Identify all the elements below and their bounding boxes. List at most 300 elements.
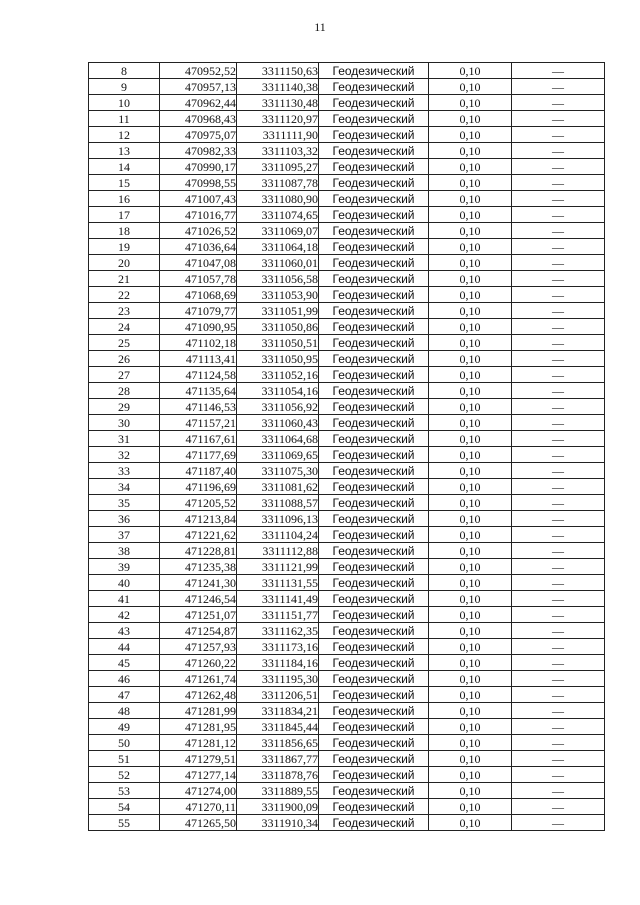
precision-cell: 0,10	[429, 463, 512, 479]
precision-cell: 0,10	[429, 543, 512, 559]
precision-cell: 0,10	[429, 495, 512, 511]
point-number-cell: 27	[89, 367, 160, 383]
method-cell: Геодезический	[319, 367, 429, 383]
table-row	[89, 479, 605, 495]
point-number-cell: 22	[89, 287, 160, 303]
point-number-cell: 32	[89, 447, 160, 463]
note-cell: —	[512, 127, 605, 143]
precision-cell: 0,10	[429, 175, 512, 191]
point-number-cell: 50	[89, 735, 160, 751]
note-cell: —	[512, 287, 605, 303]
y-coordinate-cell: 3311867,77	[237, 751, 319, 767]
y-coordinate-cell: 3311112,88	[237, 543, 319, 559]
coordinates-table	[88, 62, 605, 831]
x-coordinate-cell: 470998,55	[160, 175, 237, 191]
coordinates-table-body	[89, 63, 605, 831]
method-cell: Геодезический	[319, 399, 429, 415]
table-row	[89, 639, 605, 655]
point-number-cell: 29	[89, 399, 160, 415]
y-coordinate-cell: 3311056,92	[237, 399, 319, 415]
x-coordinate-cell: 471068,69	[160, 287, 237, 303]
method-cell: Геодезический	[319, 591, 429, 607]
y-coordinate-cell: 3311069,07	[237, 223, 319, 239]
precision-cell: 0,10	[429, 255, 512, 271]
point-number-cell: 16	[89, 191, 160, 207]
x-coordinate-cell: 471007,43	[160, 191, 237, 207]
x-coordinate-cell: 470962,44	[160, 95, 237, 111]
x-coordinate-cell: 471281,12	[160, 735, 237, 751]
precision-cell: 0,10	[429, 287, 512, 303]
precision-cell: 0,10	[429, 303, 512, 319]
method-cell: Геодезический	[319, 95, 429, 111]
point-number-cell: 18	[89, 223, 160, 239]
note-cell: —	[512, 207, 605, 223]
x-coordinate-cell: 471228,81	[160, 543, 237, 559]
point-number-cell: 47	[89, 687, 160, 703]
y-coordinate-cell: 3311103,32	[237, 143, 319, 159]
precision-cell: 0,10	[429, 751, 512, 767]
method-cell: Геодезический	[319, 655, 429, 671]
note-cell: —	[512, 607, 605, 623]
y-coordinate-cell: 3311069,65	[237, 447, 319, 463]
table-row	[89, 63, 605, 79]
x-coordinate-cell: 470957,13	[160, 79, 237, 95]
y-coordinate-cell: 3311151,77	[237, 607, 319, 623]
y-coordinate-cell: 3311074,65	[237, 207, 319, 223]
point-number-cell: 46	[89, 671, 160, 687]
table-row	[89, 383, 605, 399]
y-coordinate-cell: 3311087,78	[237, 175, 319, 191]
y-coordinate-cell: 3311162,35	[237, 623, 319, 639]
y-coordinate-cell: 3311050,51	[237, 335, 319, 351]
precision-cell: 0,10	[429, 79, 512, 95]
x-coordinate-cell: 470952,52	[160, 63, 237, 79]
note-cell: —	[512, 671, 605, 687]
method-cell: Геодезический	[319, 255, 429, 271]
method-cell: Геодезический	[319, 463, 429, 479]
x-coordinate-cell: 471265,50	[160, 815, 237, 831]
point-number-cell: 14	[89, 159, 160, 175]
y-coordinate-cell: 3311150,63	[237, 63, 319, 79]
method-cell: Геодезический	[319, 527, 429, 543]
precision-cell: 0,10	[429, 223, 512, 239]
x-coordinate-cell: 471047,08	[160, 255, 237, 271]
x-coordinate-cell: 470990,17	[160, 159, 237, 175]
table-row	[89, 767, 605, 783]
x-coordinate-cell: 471213,84	[160, 511, 237, 527]
method-cell: Геодезический	[319, 447, 429, 463]
table-row	[89, 111, 605, 127]
note-cell: —	[512, 367, 605, 383]
note-cell: —	[512, 703, 605, 719]
note-cell: —	[512, 399, 605, 415]
note-cell: —	[512, 719, 605, 735]
point-number-cell: 30	[89, 415, 160, 431]
point-number-cell: 31	[89, 431, 160, 447]
y-coordinate-cell: 3311120,97	[237, 111, 319, 127]
point-number-cell: 25	[89, 335, 160, 351]
table-row	[89, 463, 605, 479]
precision-cell: 0,10	[429, 383, 512, 399]
table-row	[89, 335, 605, 351]
method-cell: Геодезический	[319, 815, 429, 831]
note-cell: —	[512, 495, 605, 511]
note-cell: —	[512, 543, 605, 559]
point-number-cell: 15	[89, 175, 160, 191]
note-cell: —	[512, 447, 605, 463]
table-row	[89, 543, 605, 559]
y-coordinate-cell: 3311856,65	[237, 735, 319, 751]
precision-cell: 0,10	[429, 527, 512, 543]
precision-cell: 0,10	[429, 671, 512, 687]
precision-cell: 0,10	[429, 783, 512, 799]
x-coordinate-cell: 471036,64	[160, 239, 237, 255]
table-row	[89, 399, 605, 415]
method-cell: Геодезический	[319, 159, 429, 175]
table-row	[89, 239, 605, 255]
page-number: 11	[314, 20, 326, 34]
precision-cell: 0,10	[429, 127, 512, 143]
point-number-cell: 44	[89, 639, 160, 655]
method-cell: Геодезический	[319, 271, 429, 287]
precision-cell: 0,10	[429, 335, 512, 351]
note-cell: —	[512, 431, 605, 447]
x-coordinate-cell: 471279,51	[160, 751, 237, 767]
table-row	[89, 271, 605, 287]
precision-cell: 0,10	[429, 639, 512, 655]
y-coordinate-cell: 3311060,01	[237, 255, 319, 271]
y-coordinate-cell: 3311141,49	[237, 591, 319, 607]
x-coordinate-cell: 471079,77	[160, 303, 237, 319]
y-coordinate-cell: 3311052,16	[237, 367, 319, 383]
note-cell: —	[512, 175, 605, 191]
point-number-cell: 33	[89, 463, 160, 479]
note-cell: —	[512, 735, 605, 751]
point-number-cell: 12	[89, 127, 160, 143]
precision-cell: 0,10	[429, 575, 512, 591]
y-coordinate-cell: 3311889,55	[237, 783, 319, 799]
point-number-cell: 45	[89, 655, 160, 671]
precision-cell: 0,10	[429, 399, 512, 415]
x-coordinate-cell: 471090,95	[160, 319, 237, 335]
method-cell: Геодезический	[319, 719, 429, 735]
point-number-cell: 40	[89, 575, 160, 591]
y-coordinate-cell: 3311056,58	[237, 271, 319, 287]
table-row	[89, 351, 605, 367]
y-coordinate-cell: 3311064,18	[237, 239, 319, 255]
note-cell: —	[512, 383, 605, 399]
point-number-cell: 10	[89, 95, 160, 111]
method-cell: Геодезический	[319, 751, 429, 767]
x-coordinate-cell: 471221,62	[160, 527, 237, 543]
y-coordinate-cell: 3311184,16	[237, 655, 319, 671]
table-row	[89, 191, 605, 207]
note-cell: —	[512, 815, 605, 831]
method-cell: Геодезический	[319, 735, 429, 751]
precision-cell: 0,10	[429, 143, 512, 159]
y-coordinate-cell: 3311054,16	[237, 383, 319, 399]
point-number-cell: 36	[89, 511, 160, 527]
precision-cell: 0,10	[429, 271, 512, 287]
method-cell: Геодезический	[319, 335, 429, 351]
y-coordinate-cell: 3311104,24	[237, 527, 319, 543]
point-number-cell: 17	[89, 207, 160, 223]
table-row	[89, 447, 605, 463]
point-number-cell: 8	[89, 63, 160, 79]
note-cell: —	[512, 111, 605, 127]
table-row	[89, 655, 605, 671]
precision-cell: 0,10	[429, 191, 512, 207]
note-cell: —	[512, 639, 605, 655]
point-number-cell: 53	[89, 783, 160, 799]
x-coordinate-cell: 471262,48	[160, 687, 237, 703]
x-coordinate-cell: 471260,22	[160, 655, 237, 671]
note-cell: —	[512, 623, 605, 639]
point-number-cell: 23	[89, 303, 160, 319]
point-number-cell: 24	[89, 319, 160, 335]
method-cell: Геодезический	[319, 623, 429, 639]
method-cell: Геодезический	[319, 223, 429, 239]
y-coordinate-cell: 3311900,09	[237, 799, 319, 815]
x-coordinate-cell: 471177,69	[160, 447, 237, 463]
precision-cell: 0,10	[429, 95, 512, 111]
point-number-cell: 38	[89, 543, 160, 559]
method-cell: Геодезический	[319, 415, 429, 431]
table-row	[89, 79, 605, 95]
method-cell: Геодезический	[319, 767, 429, 783]
y-coordinate-cell: 3311131,55	[237, 575, 319, 591]
method-cell: Геодезический	[319, 431, 429, 447]
table-row	[89, 95, 605, 111]
table-row	[89, 687, 605, 703]
note-cell: —	[512, 351, 605, 367]
note-cell: —	[512, 799, 605, 815]
precision-cell: 0,10	[429, 607, 512, 623]
y-coordinate-cell: 3311088,57	[237, 495, 319, 511]
precision-cell: 0,10	[429, 623, 512, 639]
y-coordinate-cell: 3311050,86	[237, 319, 319, 335]
y-coordinate-cell: 3311053,90	[237, 287, 319, 303]
precision-cell: 0,10	[429, 63, 512, 79]
table-row	[89, 511, 605, 527]
table-row	[89, 127, 605, 143]
table-row	[89, 159, 605, 175]
precision-cell: 0,10	[429, 111, 512, 127]
x-coordinate-cell: 471261,74	[160, 671, 237, 687]
x-coordinate-cell: 471113,41	[160, 351, 237, 367]
y-coordinate-cell: 3311050,95	[237, 351, 319, 367]
note-cell: —	[512, 415, 605, 431]
point-number-cell: 28	[89, 383, 160, 399]
method-cell: Геодезический	[319, 703, 429, 719]
table-row	[89, 623, 605, 639]
y-coordinate-cell: 3311140,38	[237, 79, 319, 95]
point-number-cell: 9	[89, 79, 160, 95]
table-row	[89, 671, 605, 687]
table-row	[89, 751, 605, 767]
table-row	[89, 591, 605, 607]
point-number-cell: 39	[89, 559, 160, 575]
point-number-cell: 37	[89, 527, 160, 543]
precision-cell: 0,10	[429, 239, 512, 255]
method-cell: Геодезический	[319, 287, 429, 303]
method-cell: Геодезический	[319, 143, 429, 159]
note-cell: —	[512, 79, 605, 95]
precision-cell: 0,10	[429, 511, 512, 527]
precision-cell: 0,10	[429, 479, 512, 495]
x-coordinate-cell: 471246,54	[160, 591, 237, 607]
note-cell: —	[512, 335, 605, 351]
note-cell: —	[512, 319, 605, 335]
method-cell: Геодезический	[319, 175, 429, 191]
method-cell: Геодезический	[319, 783, 429, 799]
note-cell: —	[512, 527, 605, 543]
method-cell: Геодезический	[319, 63, 429, 79]
point-number-cell: 52	[89, 767, 160, 783]
x-coordinate-cell: 470982,33	[160, 143, 237, 159]
table-row	[89, 303, 605, 319]
precision-cell: 0,10	[429, 159, 512, 175]
method-cell: Геодезический	[319, 543, 429, 559]
y-coordinate-cell: 3311051,99	[237, 303, 319, 319]
x-coordinate-cell: 471157,21	[160, 415, 237, 431]
x-coordinate-cell: 470975,07	[160, 127, 237, 143]
table-row	[89, 719, 605, 735]
point-number-cell: 42	[89, 607, 160, 623]
method-cell: Геодезический	[319, 639, 429, 655]
precision-cell: 0,10	[429, 703, 512, 719]
table-row	[89, 799, 605, 815]
x-coordinate-cell: 471196,69	[160, 479, 237, 495]
y-coordinate-cell: 3311080,90	[237, 191, 319, 207]
note-cell: —	[512, 239, 605, 255]
method-cell: Геодезический	[319, 111, 429, 127]
x-coordinate-cell: 471205,52	[160, 495, 237, 511]
point-number-cell: 55	[89, 815, 160, 831]
precision-cell: 0,10	[429, 447, 512, 463]
method-cell: Геодезический	[319, 191, 429, 207]
method-cell: Геодезический	[319, 79, 429, 95]
y-coordinate-cell: 3311060,43	[237, 415, 319, 431]
x-coordinate-cell: 471026,52	[160, 223, 237, 239]
table-row	[89, 367, 605, 383]
method-cell: Геодезический	[319, 607, 429, 623]
precision-cell: 0,10	[429, 591, 512, 607]
x-coordinate-cell: 471254,87	[160, 623, 237, 639]
point-number-cell: 43	[89, 623, 160, 639]
point-number-cell: 51	[89, 751, 160, 767]
table-row	[89, 207, 605, 223]
x-coordinate-cell: 471241,30	[160, 575, 237, 591]
table-row	[89, 287, 605, 303]
y-coordinate-cell: 3311173,16	[237, 639, 319, 655]
precision-cell: 0,10	[429, 799, 512, 815]
point-number-cell: 26	[89, 351, 160, 367]
x-coordinate-cell: 471277,14	[160, 767, 237, 783]
table-row	[89, 175, 605, 191]
method-cell: Геодезический	[319, 383, 429, 399]
y-coordinate-cell: 3311121,99	[237, 559, 319, 575]
y-coordinate-cell: 3311111,90	[237, 127, 319, 143]
precision-cell: 0,10	[429, 687, 512, 703]
note-cell: —	[512, 303, 605, 319]
x-coordinate-cell: 471167,61	[160, 431, 237, 447]
point-number-cell: 13	[89, 143, 160, 159]
x-coordinate-cell: 471135,64	[160, 383, 237, 399]
precision-cell: 0,10	[429, 719, 512, 735]
table-row	[89, 255, 605, 271]
table-row	[89, 431, 605, 447]
x-coordinate-cell: 470968,43	[160, 111, 237, 127]
table-row	[89, 735, 605, 751]
y-coordinate-cell: 3311095,27	[237, 159, 319, 175]
y-coordinate-cell: 3311845,44	[237, 719, 319, 735]
y-coordinate-cell: 3311195,30	[237, 671, 319, 687]
precision-cell: 0,10	[429, 815, 512, 831]
note-cell: —	[512, 767, 605, 783]
x-coordinate-cell: 471124,58	[160, 367, 237, 383]
precision-cell: 0,10	[429, 207, 512, 223]
precision-cell: 0,10	[429, 767, 512, 783]
x-coordinate-cell: 471016,77	[160, 207, 237, 223]
y-coordinate-cell: 3311130,48	[237, 95, 319, 111]
y-coordinate-cell: 3311910,34	[237, 815, 319, 831]
method-cell: Геодезический	[319, 671, 429, 687]
method-cell: Геодезический	[319, 559, 429, 575]
note-cell: —	[512, 95, 605, 111]
table-row	[89, 415, 605, 431]
method-cell: Геодезический	[319, 127, 429, 143]
method-cell: Геодезический	[319, 799, 429, 815]
x-coordinate-cell: 471235,38	[160, 559, 237, 575]
table-row	[89, 143, 605, 159]
precision-cell: 0,10	[429, 415, 512, 431]
note-cell: —	[512, 255, 605, 271]
table-row	[89, 815, 605, 831]
x-coordinate-cell: 471270,11	[160, 799, 237, 815]
note-cell: —	[512, 591, 605, 607]
note-cell: —	[512, 783, 605, 799]
x-coordinate-cell: 471102,18	[160, 335, 237, 351]
note-cell: —	[512, 559, 605, 575]
method-cell: Геодезический	[319, 687, 429, 703]
note-cell: —	[512, 191, 605, 207]
point-number-cell: 54	[89, 799, 160, 815]
note-cell: —	[512, 655, 605, 671]
y-coordinate-cell: 3311064,68	[237, 431, 319, 447]
point-number-cell: 34	[89, 479, 160, 495]
point-number-cell: 20	[89, 255, 160, 271]
precision-cell: 0,10	[429, 431, 512, 447]
point-number-cell: 48	[89, 703, 160, 719]
point-number-cell: 49	[89, 719, 160, 735]
note-cell: —	[512, 575, 605, 591]
point-number-cell: 21	[89, 271, 160, 287]
x-coordinate-cell: 471251,07	[160, 607, 237, 623]
method-cell: Геодезический	[319, 239, 429, 255]
note-cell: —	[512, 511, 605, 527]
method-cell: Геодезический	[319, 351, 429, 367]
method-cell: Геодезический	[319, 207, 429, 223]
point-number-cell: 35	[89, 495, 160, 511]
method-cell: Геодезический	[319, 511, 429, 527]
x-coordinate-cell: 471281,99	[160, 703, 237, 719]
precision-cell: 0,10	[429, 351, 512, 367]
y-coordinate-cell: 3311096,13	[237, 511, 319, 527]
note-cell: —	[512, 479, 605, 495]
precision-cell: 0,10	[429, 735, 512, 751]
table-row	[89, 703, 605, 719]
